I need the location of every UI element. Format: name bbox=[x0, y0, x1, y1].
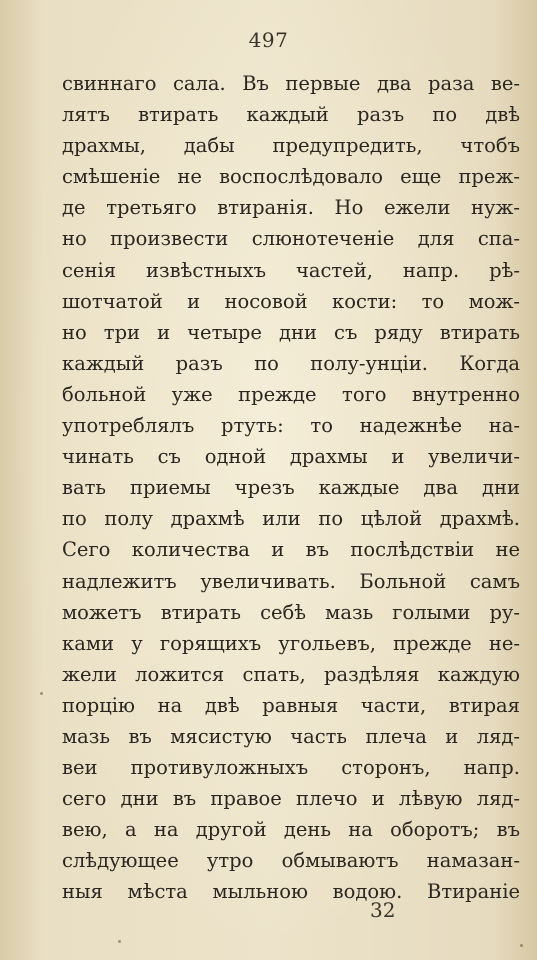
text-line: вать приемы чрезъ каждые два дни bbox=[62, 476, 520, 500]
text-line: драхмы, дабы предупредить, чтобъ bbox=[62, 134, 520, 158]
signature-mark: 32 bbox=[370, 898, 396, 922]
text-line: де третьяго втиранія. Но ежели нуж- bbox=[62, 196, 520, 220]
text-line: веи противуложныхъ сторонъ, напр. bbox=[62, 756, 520, 780]
text-line: порцію на двѣ равныя части, втирая bbox=[62, 693, 520, 717]
text-line: больной уже прежде того внутренно bbox=[62, 382, 520, 406]
text-line: мазь въ мясистую часть плеча и ляд- bbox=[62, 724, 520, 748]
text-line: слѣдующее утро обмываютъ намазан- bbox=[62, 849, 520, 873]
text-line: чинать съ одной драхмы и увеличи- bbox=[62, 445, 520, 469]
text-line: но три и четыре дни съ ряду втирать bbox=[62, 320, 520, 344]
text-line: лятъ втирать каждый разъ по двѣ bbox=[62, 103, 520, 127]
text-line: жели ложится спать, раздѣляя каждую bbox=[62, 662, 520, 686]
text-line: свиннаго сала. Въ первые два раза ве- bbox=[62, 72, 520, 95]
ink-speck bbox=[520, 944, 523, 947]
ink-speck bbox=[118, 940, 121, 943]
text-line: но произвести слюнотеченіе для спа- bbox=[62, 227, 520, 251]
text-line: Сего количества и въ послѣдствіи не bbox=[62, 538, 520, 562]
text-line: сенія извѣстныхъ частей, напр. рѣ- bbox=[62, 258, 520, 282]
text-line: употреблялъ ртуть: то надежнѣе на- bbox=[62, 414, 520, 438]
text-line: вею, а на другой день на оборотъ; въ bbox=[62, 818, 520, 842]
text-line: надлежитъ увеличивать. Больной самъ bbox=[62, 569, 520, 593]
text-line: ками у горящихъ угольевъ, прежде не- bbox=[62, 631, 520, 655]
text-line: смѣшеніе не воспослѣдовало еще преж- bbox=[62, 165, 520, 189]
text-line: ныя мѣста мыльною водою. Втираніе bbox=[62, 880, 520, 904]
body-text bbox=[62, 68, 520, 908]
text-line: по полу драхмѣ или по цѣлой драхмѣ. bbox=[62, 507, 520, 531]
text-line: сего дни въ правое плечо и лѣвую ляд- bbox=[62, 787, 520, 811]
text-line: шотчатой и носовой кости: то мож- bbox=[62, 289, 520, 313]
text-line: можетъ втирать себѣ мазь голыми ру- bbox=[62, 600, 520, 624]
text-line: каждый разъ по полу-унціи. Когда bbox=[62, 351, 520, 375]
ink-speck bbox=[40, 692, 43, 695]
page-number: 497 bbox=[248, 28, 289, 52]
